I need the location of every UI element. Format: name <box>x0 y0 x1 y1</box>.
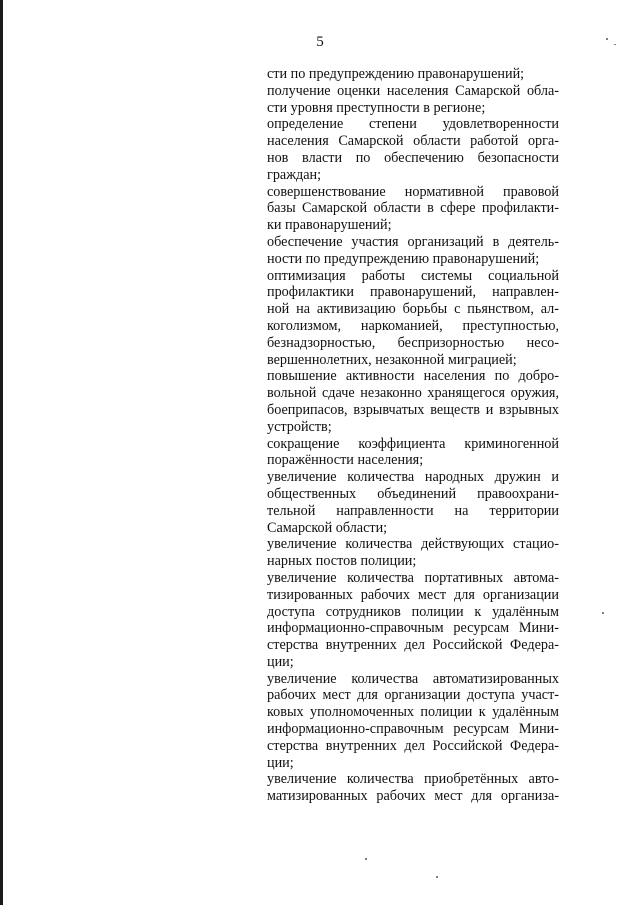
scan-speck <box>614 44 616 45</box>
text-line: информационно-справочным ресурсам Мини- <box>267 721 559 738</box>
text-line: устройств; <box>267 418 332 435</box>
scan-speck <box>602 612 604 614</box>
text-line: информационно-справочным ресурсам Мини- <box>267 620 559 637</box>
scan-speck <box>365 858 367 860</box>
text-line: базы Самарской области в сфере профилакти- <box>267 200 559 217</box>
text-line: нов власти по обеспечению безопасности <box>267 149 559 166</box>
text-line: матизированных рабочих мест для организа- <box>267 788 559 805</box>
text-line: Самарской области; <box>267 519 388 536</box>
text-line: населения Самарской области работой орга- <box>267 133 559 150</box>
text-line: безнадзорностью, беспризорностью несо- <box>267 334 559 351</box>
text-line: рабочих мест для организации доступа участ- <box>267 687 559 704</box>
text-line: тизированных рабочих мест для организации <box>267 586 559 603</box>
scan-left-edge <box>0 0 3 905</box>
text-line: оптимизация работы системы социальной <box>267 267 559 284</box>
text-line: получение оценки населения Самарской обла- <box>267 82 559 99</box>
text-line: нарных постов полиции; <box>267 553 417 570</box>
text-line: ции; <box>267 754 294 771</box>
text-line: определение степени удовлетворенности <box>267 116 559 133</box>
text-line: стерства внутренних дел Российской Федера- <box>267 737 559 754</box>
text-line: повышение активности населения по добро- <box>267 368 559 385</box>
text-line: совершенствование нормативной правовой <box>267 183 559 200</box>
text-line: увеличение количества действующих стацио- <box>267 536 559 553</box>
text-line: профилактики правонарушений, направлен- <box>267 284 559 301</box>
text-line: тельной направленности на территории <box>267 502 559 519</box>
text-line: общественных объединений правоохрани- <box>267 485 559 502</box>
text-line: ной на активизацию борьбы с пьянством, ал- <box>267 301 559 318</box>
scan-speck <box>436 876 438 878</box>
text-line: увеличение количества портативных автома- <box>267 569 559 586</box>
text-line: ки правонарушений; <box>267 217 392 234</box>
text-line: ции; <box>267 653 294 670</box>
text-line: увеличение количества автоматизированных <box>267 670 559 687</box>
text-line: поражённости населения; <box>267 452 424 469</box>
text-line: ности по предупреждению правонарушений; <box>267 250 540 267</box>
text-line: стерства внутренних дел Российской Федера- <box>267 637 559 654</box>
text-line: сти уровня преступности в регионе; <box>267 99 486 116</box>
text-line: вершеннолетних, незаконной миграцией; <box>267 351 517 368</box>
text-line: сокращение коэффициента криминогенной <box>267 435 559 452</box>
text-line: обеспечение участия организаций в деятель- <box>267 233 559 250</box>
scan-speck <box>606 38 608 40</box>
body-text <box>267 66 559 805</box>
text-line: коголизмом, наркоманией, преступностью, <box>267 317 559 334</box>
text-line: сти по предупреждению правонарушений; <box>267 66 525 82</box>
text-line: граждан; <box>267 166 322 183</box>
text-line: ковых уполномоченных полиции к удалённым <box>267 704 559 721</box>
text-line: вольной сдаче незаконно хранящегося оружия, <box>267 385 559 402</box>
text-line: доступа сотрудников полиции к удалённым <box>267 603 559 620</box>
text-line: увеличение количества народных дружин и <box>267 469 559 486</box>
page-number: 5 <box>316 34 324 50</box>
text-line: увеличение количества приобретённых авто- <box>267 771 559 788</box>
text-line: боеприпасов, взрывчатых веществ и взрывных <box>267 401 559 418</box>
